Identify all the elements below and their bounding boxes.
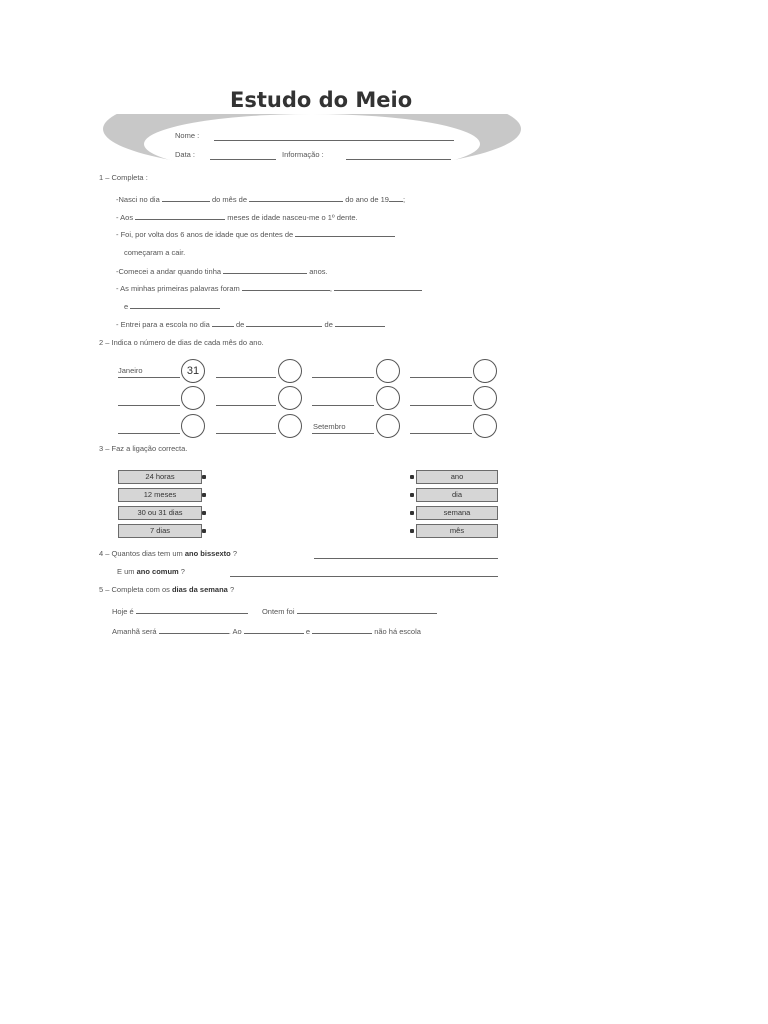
q5-line1 (112, 606, 437, 617)
school-day-blank[interactable] (212, 319, 234, 327)
school-year-blank[interactable] (335, 319, 385, 327)
q3-heading: 3 – Faz a ligação correcta. (99, 444, 188, 453)
q5-heading-b: ? (229, 585, 235, 594)
month-line-8[interactable] (410, 405, 472, 406)
days-circle-8[interactable] (473, 386, 497, 410)
q4-line2-b: ? (180, 567, 185, 576)
month-line-10[interactable] (216, 433, 276, 434)
match-right-2: dia (416, 488, 498, 502)
month-blank[interactable] (249, 194, 343, 202)
q1-line3 (116, 229, 395, 240)
weekend-b: e (305, 627, 311, 636)
weekend-blank-1[interactable] (244, 626, 304, 634)
q4-line1-a: 4 – Quantos dias tem um (99, 549, 183, 558)
month-line-7[interactable] (312, 405, 374, 406)
teeth-blank[interactable] (295, 229, 395, 237)
first-words-blank-1[interactable] (242, 283, 330, 291)
days-circle-3[interactable] (376, 359, 400, 383)
month-label-september: Setembro (313, 422, 346, 431)
name-label: Nome : (175, 131, 200, 140)
tomorrow-blank[interactable] (159, 626, 229, 634)
q4-line2 (117, 567, 185, 577)
date-field-line[interactable] (210, 159, 276, 160)
months-blank[interactable] (135, 212, 225, 220)
q1-line5: - As minhas primeiras palavras foram , (116, 283, 422, 294)
days-circle-5[interactable] (181, 386, 205, 410)
tomorrow-label: Amanhã será (112, 627, 157, 636)
weekend-a: Ao (232, 627, 242, 636)
year-blank[interactable] (389, 194, 403, 202)
day-blank[interactable] (162, 194, 210, 202)
month-line-1 (118, 377, 180, 378)
yesterday-label: Ontem foi (261, 607, 295, 616)
today-label: Hoje é (112, 607, 134, 616)
yesterday-blank[interactable] (297, 606, 437, 614)
month-label-january: Janeiro (118, 366, 143, 375)
school-month-blank[interactable] (246, 319, 322, 327)
first-words-blank-3[interactable] (130, 301, 220, 309)
q1-heading: 1 – Completa : (99, 173, 148, 182)
q5-days-of-week: dias da semana (171, 585, 228, 594)
info-field-line[interactable] (346, 159, 451, 160)
weekend-c: não há escola (374, 627, 421, 636)
today-blank[interactable] (136, 606, 248, 614)
name-field-line[interactable] (214, 140, 454, 141)
days-circle-6[interactable] (278, 386, 302, 410)
month-line-2[interactable] (216, 377, 276, 378)
month-line-9[interactable] (118, 433, 180, 434)
days-circle-7[interactable] (376, 386, 400, 410)
q1-line6-c: de (324, 320, 333, 329)
match-left-2: 12 meses (118, 488, 202, 502)
days-circle-2[interactable] (278, 359, 302, 383)
q4-line2-a: E um (117, 567, 135, 576)
common-year-answer-line[interactable] (230, 576, 498, 577)
q2-heading: 2 – Indica o número de dias de cada mês do ano. (99, 338, 264, 347)
match-dot-right-2[interactable] (410, 493, 414, 497)
q5-heading (99, 585, 234, 595)
q1-line2-b: meses de idade nasceu-me o 1º dente. (227, 213, 358, 222)
page-title: Estudo do Meio (230, 88, 413, 112)
days-circle-11[interactable] (376, 414, 400, 438)
q1-line4-a: -Comecei a andar quando tinha (116, 267, 222, 276)
month-line-4[interactable] (410, 377, 472, 378)
match-left-1: 24 horas (118, 470, 202, 484)
q1-line1-c: do ano de 19 (345, 195, 389, 204)
leap-year-answer-line[interactable] (314, 558, 498, 559)
match-dot-left-2[interactable] (202, 493, 206, 497)
q1-line4 (116, 266, 328, 277)
q5-heading-a: 5 – Completa com os (99, 585, 170, 594)
q1-line2-a: - Aos (116, 213, 134, 222)
info-label: Informação : (282, 150, 324, 159)
match-right-4: mês (416, 524, 498, 538)
q1-line6 (116, 319, 385, 330)
month-line-11 (312, 433, 374, 434)
month-line-6[interactable] (216, 405, 276, 406)
q1-line5-a: - As minhas primeiras palavras foram (116, 284, 240, 293)
match-right-3: semana (416, 506, 498, 520)
match-left-3: 30 ou 31 dias (118, 506, 202, 520)
q5-line2: Amanhã será . Ao e não há escola (112, 627, 421, 636)
days-circle-4[interactable] (473, 359, 497, 383)
q1-line1-b: do mês de (211, 195, 247, 204)
q4-line1 (99, 549, 237, 559)
q4-line1-b: ? (232, 549, 238, 558)
q1-line1: -Nasci no dia do mês de do ano de 19 ; (116, 195, 406, 204)
match-dot-right-3[interactable] (410, 511, 414, 515)
q1-line1-a: -Nasci no dia (116, 195, 160, 204)
first-words-blank-2[interactable] (334, 283, 422, 291)
month-line-12[interactable] (410, 433, 472, 434)
match-dot-left-3[interactable] (202, 511, 206, 515)
month-line-5[interactable] (118, 405, 180, 406)
q1-line3b: começaram a cair. (124, 248, 186, 257)
days-circle-12[interactable] (473, 414, 497, 438)
match-dot-left-4[interactable] (202, 529, 206, 533)
q1-line4-b: anos. (309, 267, 328, 276)
match-dot-right-4[interactable] (410, 529, 414, 533)
date-label: Data : (175, 150, 196, 159)
days-circle-10[interactable] (278, 414, 302, 438)
q1-line5b-e: e (124, 302, 129, 311)
match-left-4: 7 dias (118, 524, 202, 538)
q1-line2 (116, 212, 358, 223)
weekend-blank-2[interactable] (312, 626, 372, 634)
q1-line6-a: - Entrei para a escola no dia (116, 320, 210, 329)
match-dot-left-1[interactable] (202, 475, 206, 479)
days-circle-9[interactable] (181, 414, 205, 438)
days-circle-1[interactable]: 31 (181, 359, 205, 383)
q1-line6-b: de (236, 320, 245, 329)
q4-common-year: ano comum (136, 567, 179, 576)
q4-leap-year: ano bissexto (184, 549, 231, 558)
walk-age-blank[interactable] (223, 266, 307, 274)
q1-line3-a: - Foi, por volta dos 6 anos de idade que os dentes de (116, 230, 294, 239)
match-right-1: ano (416, 470, 498, 484)
match-dot-right-1[interactable] (410, 475, 414, 479)
month-line-3[interactable] (312, 377, 374, 378)
q1-line5b (124, 301, 220, 312)
